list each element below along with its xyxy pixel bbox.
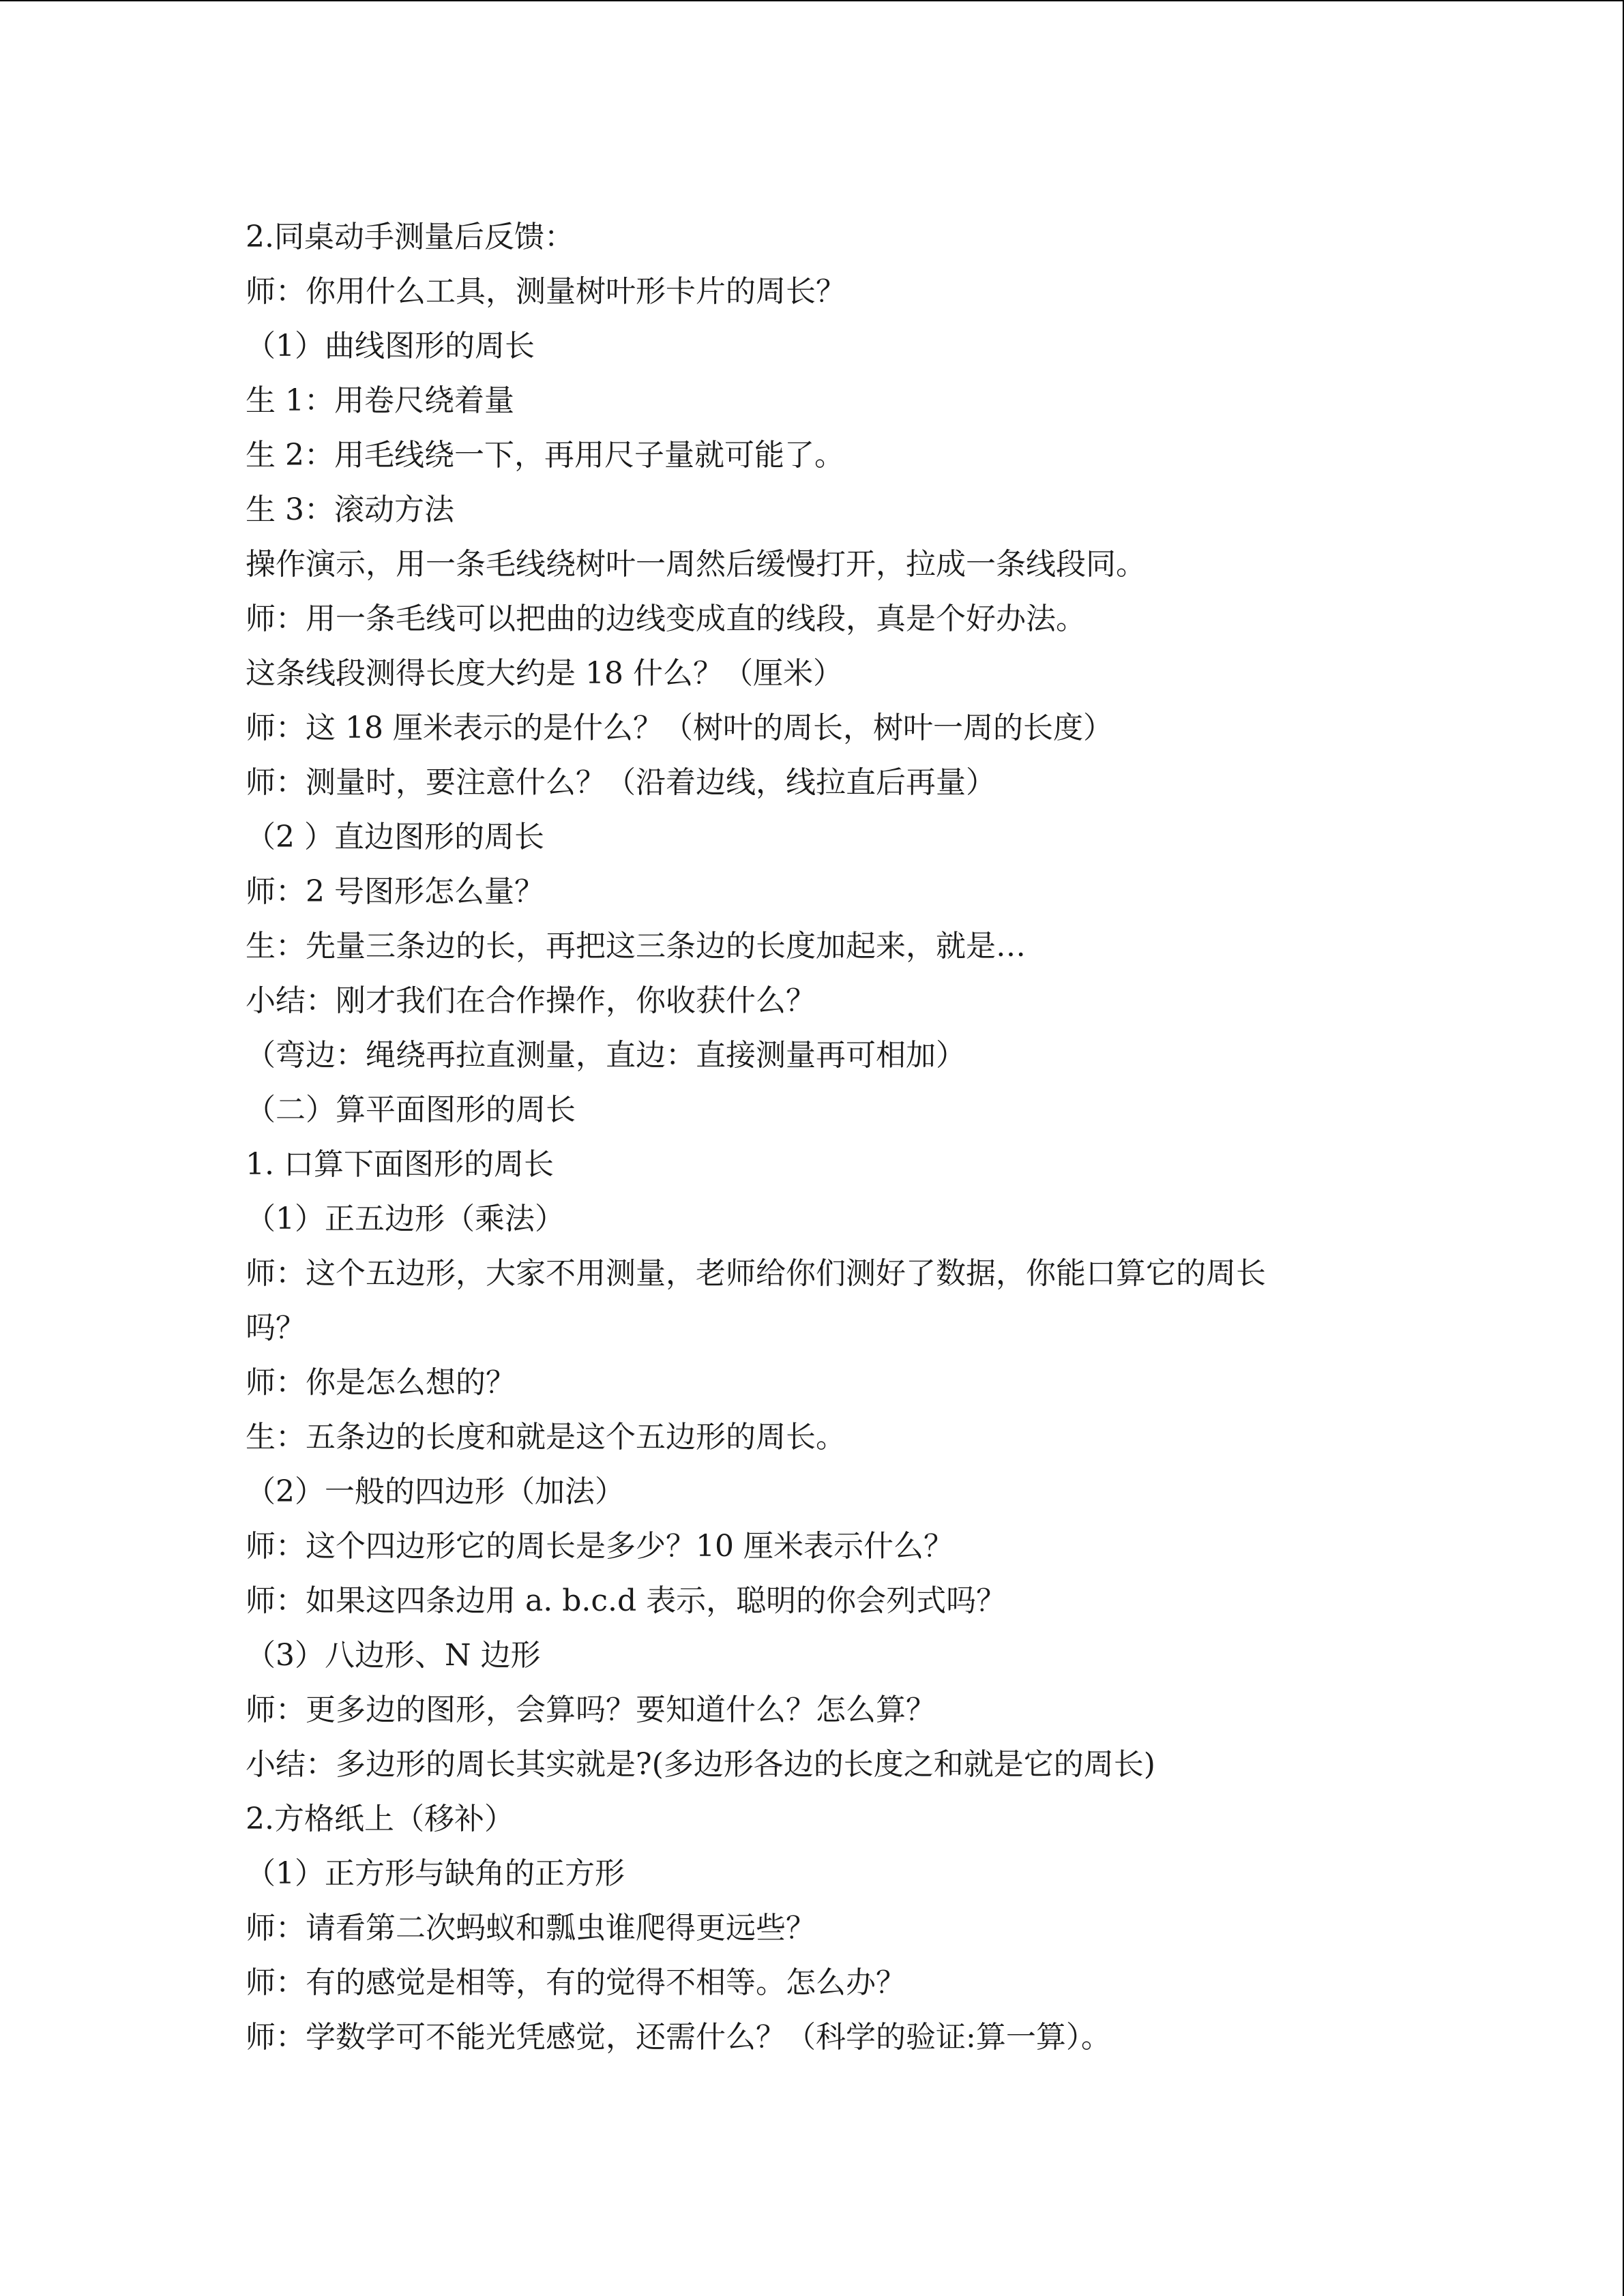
text-line: 师：2 号图形怎么量？: [246, 874, 544, 909]
text-line: （2）一般的四边形（加法）: [246, 1474, 625, 1509]
text-line: （弯边：绳绕再拉直测量，直边：直接测量再可相加）: [246, 1038, 966, 1073]
text-line: 师：学数学可不能光凭感觉，还需什么？（科学的验证:算一算）。: [246, 2020, 1111, 2055]
text-line: 生：先量三条边的长，再把这三条边的长度加起来，就是…: [246, 929, 1026, 964]
text-line: 师：这个五边形，大家不用测量，老师给你们测好了数据，你能口算它的周长: [246, 1256, 1266, 1291]
text-line: 小结：多边形的周长其实就是?(多边形各边的长度之和就是它的周长): [246, 1747, 1155, 1782]
text-line: 1. 口算下面图形的周长: [246, 1147, 554, 1182]
text-line: （2 ）直边图形的周长: [246, 820, 544, 854]
text-line: 吗？: [246, 1311, 306, 1345]
text-line: 小结：刚才我们在合作操作，你收获什么？: [246, 983, 816, 1018]
text-line: 生 1：用卷尺绕着量: [246, 383, 514, 418]
text-line: 师：这个四边形它的周长是多少？10 厘米表示什么？: [246, 1529, 954, 1564]
text-line: 师：测量时，要注意什么？（沿着边线，线拉直后再量）: [246, 765, 996, 800]
text-line: 师：如果这四条边用 a. b.c.d 表示，聪明的你会列式吗？: [246, 1583, 1007, 1618]
text-line: （1）正方形与缺角的正方形: [246, 1856, 625, 1891]
text-line: 师：更多边的图形，会算吗？要知道什么？怎么算？: [246, 1693, 936, 1727]
text-line: 生 3：滚动方法: [246, 492, 454, 527]
text-line: 2.方格纸上（移补）: [246, 1802, 514, 1836]
text-line: 师：你用什么工具，测量树叶形卡片的周长？: [246, 274, 846, 309]
text-line: 师：这 18 厘米表示的是什么？（树叶的周长，树叶一周的长度）: [246, 711, 1113, 745]
text-line: 师：你是怎么想的？: [246, 1365, 516, 1400]
text-line: 生：五条边的长度和就是这个五边形的周长。: [246, 1420, 846, 1455]
text-line: 操作演示，用一条毛线绕树叶一周然后缓慢打开，拉成一条线段同。: [246, 547, 1146, 582]
text-line: 生 2：用毛线绕一下，再用尺子量就可能了。: [246, 438, 844, 473]
text-line: （1）正五边形（乘法）: [246, 1202, 565, 1236]
text-line: （3）八边形、N 边形: [246, 1638, 541, 1673]
text-line: 师：请看第二次蚂蚁和瓢虫谁爬得更远些？: [246, 1911, 816, 1945]
text-line: 这条线段测得长度大约是 18 什么？（厘米）: [246, 656, 843, 691]
text-line: 2.同桌动手测量后反馈：: [246, 220, 574, 254]
text-line: （1）曲线图形的周长: [246, 329, 535, 363]
text-line: （二）算平面图形的周长: [246, 1092, 576, 1127]
document-body: [246, 210, 1405, 2065]
text-line: 师：有的感觉是相等，有的觉得不相等。怎么办？: [246, 1965, 906, 2000]
text-line: 师：用一条毛线可以把曲的边线变成直的线段，真是个好办法。: [246, 601, 1086, 636]
